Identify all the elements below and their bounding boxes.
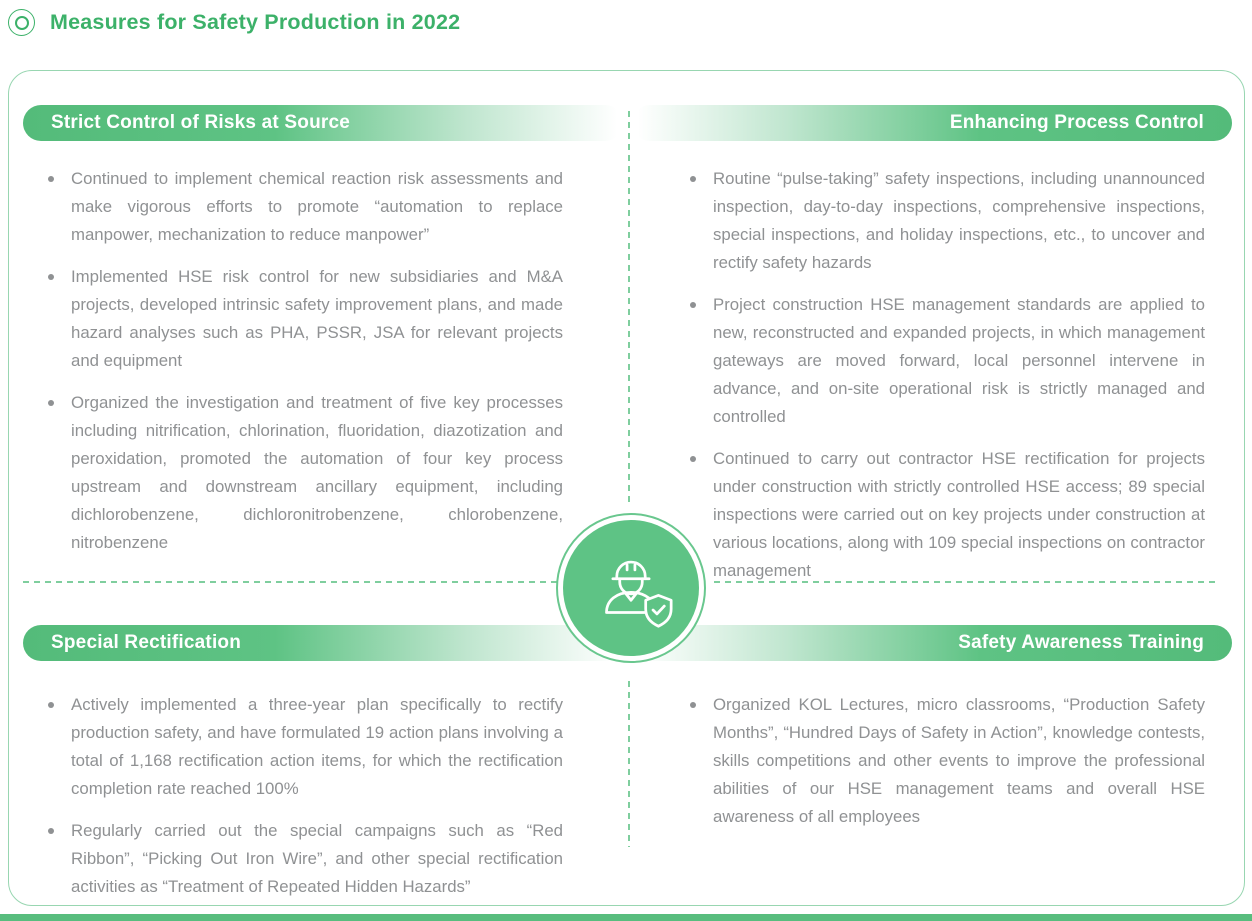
bullet-item: Project construction HSE management standards are applied to new, reconstructed and expanded projects, in which management gateways are moved forward, local personnel intervene in advance, and on-site operational risk is strictly managed and controlled bbox=[683, 291, 1205, 431]
badge-disc bbox=[563, 520, 699, 656]
section-header-special-rectification bbox=[23, 625, 623, 661]
safety-worker-badge bbox=[556, 513, 706, 663]
divider-vertical-top bbox=[628, 111, 630, 506]
footer-strip bbox=[0, 914, 1252, 921]
bullet-item: Continued to implement chemical reaction risk assessments and make vigorous efforts to promote “automation to replace manpower, mechanization to reduce manpower” bbox=[41, 165, 563, 249]
section-title-process-control: Enhancing Process Control bbox=[949, 112, 1204, 133]
bullet-list-safety-awareness bbox=[683, 691, 1205, 845]
page-header bbox=[8, 9, 460, 36]
bullet-list-process-control bbox=[683, 165, 1205, 599]
content-panel bbox=[8, 70, 1245, 906]
section-header-process-control bbox=[632, 105, 1232, 141]
worker-hardhat-shield-check-icon bbox=[584, 541, 678, 635]
bullet-item: Organized KOL Lectures, micro classrooms, “Production Safety Months”, “Hundred Days of Safety in Action”, knowledge contests, skills competitions and other events to improve the professional abilities of our HSE management teams and overall HSE awareness of all employees bbox=[683, 691, 1205, 831]
section-title-safety-awareness: Safety Awareness Training bbox=[958, 632, 1204, 653]
section-header-strict-control bbox=[23, 105, 623, 141]
double-ring-icon-inner bbox=[15, 16, 29, 30]
section-title-strict-control: Strict Control of Risks at Source bbox=[51, 112, 351, 133]
bullet-item: Routine “pulse-taking” safety inspections, including unannounced inspection, day-to-day inspections, comprehensive inspections, special inspections, and holiday inspections, etc., to uncover and rectify safety hazards bbox=[683, 165, 1205, 277]
divider-horizontal-left bbox=[23, 581, 559, 583]
section-header-safety-awareness bbox=[632, 625, 1232, 661]
bullet-item: Continued to carry out contractor HSE rectification for projects under construction with strictly controlled HSE access; 89 special inspections were carried out on key projects under construction at various locations, along with 109 special inspections on contractor management bbox=[683, 445, 1205, 585]
bullet-list-strict-control bbox=[41, 165, 563, 571]
bullet-item: Implemented HSE risk control for new subsidiaries and M&A projects, developed intrinsic safety improvement plans, and made hazard analyses such as PHA, PSSR, JSA for relevant projects and equipment bbox=[41, 263, 563, 375]
divider-vertical-bottom bbox=[628, 681, 630, 847]
bullet-list-special-rectification bbox=[41, 691, 563, 915]
page-title: Measures for Safety Production in 2022 bbox=[50, 10, 461, 34]
section-title-special-rectification: Special Rectification bbox=[51, 632, 242, 653]
bullet-item: Organized the investigation and treatment of five key processes including nitrification, chlorination, fluoridation, diazotization and peroxidation, promoted the automation of four key process upstream and downstream ancillary equipment, including dichlorobenzene, dichloronitrobenzene, chlorobenzene, nitrobenzene bbox=[41, 389, 563, 557]
double-ring-icon bbox=[8, 9, 35, 36]
bullet-item: Regularly carried out the special campaigns such as “Red Ribbon”, “Picking Out Iron Wire”, and other special rectification activities as “Treatment of Repeated Hidden Hazards” bbox=[41, 817, 563, 901]
bullet-item: Actively implemented a three-year plan specifically to rectify production safety, and have formulated 19 action plans involving a total of 1,168 rectification action items, for which the rectification completion rate reached 100% bbox=[41, 691, 563, 803]
